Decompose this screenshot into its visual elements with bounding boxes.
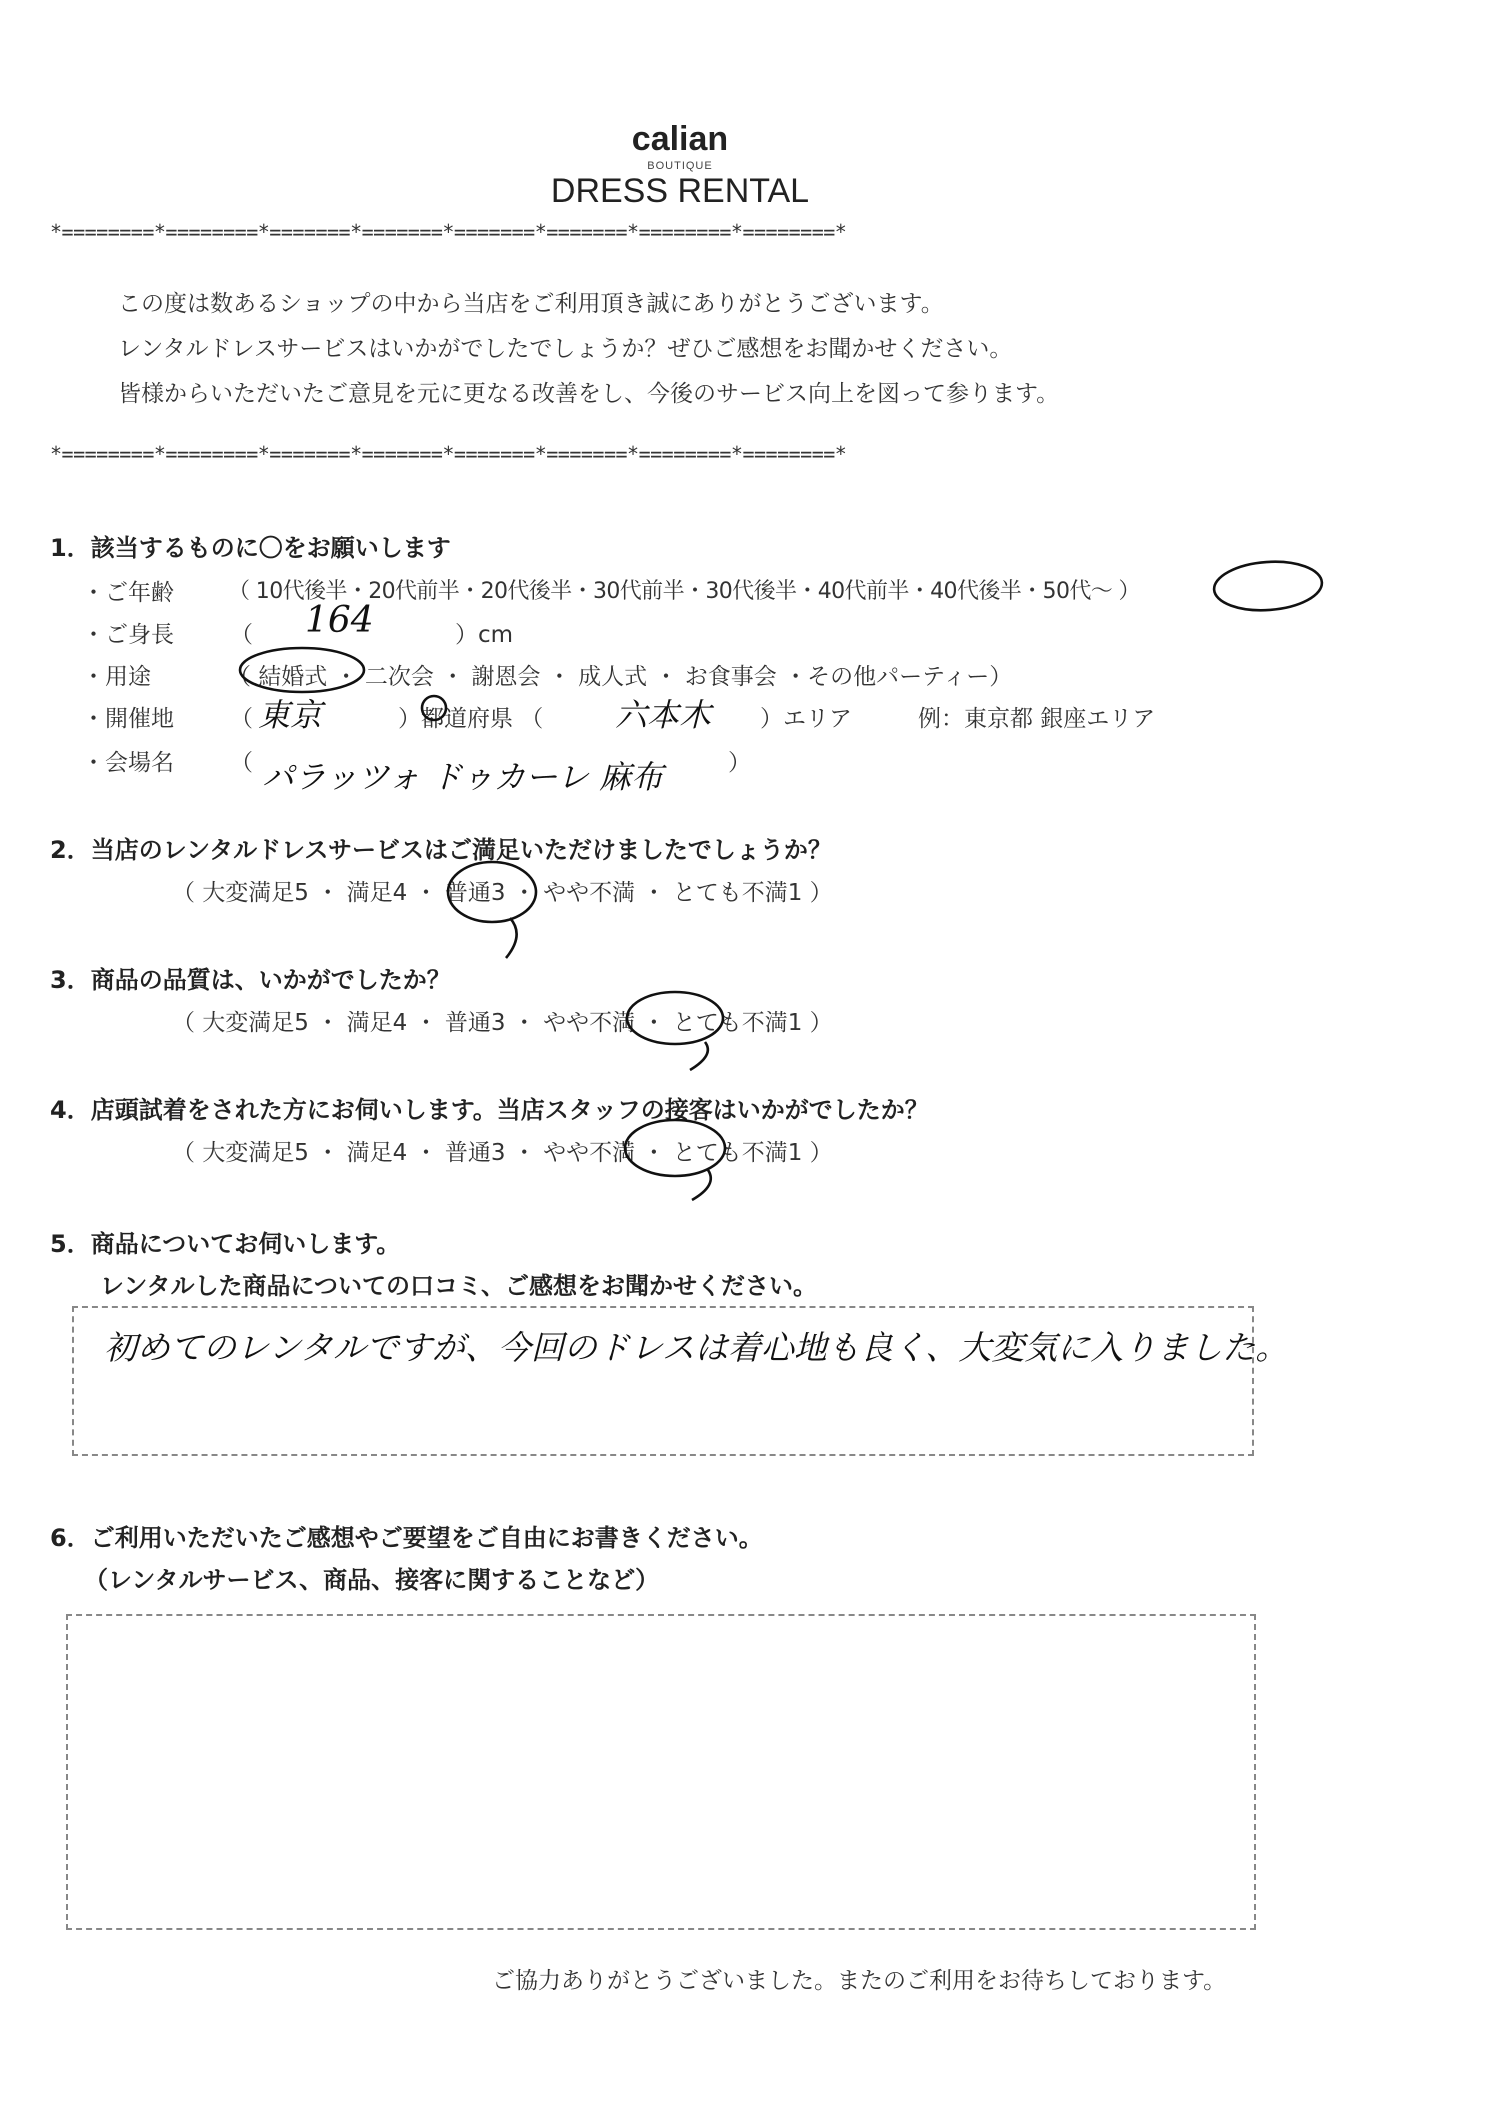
q6-subtitle: （レンタルサービス、商品、接客に関することなど） [84, 1566, 660, 1594]
circle-age-selected [1212, 558, 1323, 613]
separator-top: *========*========*=======*=======*=======*=======*========*========* [50, 220, 847, 244]
venue-value: パラッツォ ドゥカーレ 麻布 [262, 758, 663, 796]
purpose-label: ・用途 [82, 664, 151, 690]
age-label: ・ご年齢 [82, 580, 174, 606]
q5-subtitle: レンタルした商品についての口コミ、ご感想をお聞かせください。 [100, 1272, 817, 1300]
brand-sub: BOUTIQUE [647, 160, 713, 172]
q3-title: 3．商品の品質は、いかがでしたか？ [50, 966, 451, 994]
circle-q4-tail [692, 1170, 711, 1200]
page-title: DRESS RENTAL [550, 172, 810, 210]
q2-title: 2．当店のレンタルドレスサービスはご満足いただけましたでしょうか？ [50, 836, 832, 864]
venue-label: ・会場名 [82, 750, 174, 776]
prefecture-value: 東京 [258, 696, 323, 734]
circle-q2-tail [506, 918, 517, 958]
footer-thanks: ご協力ありがとうございました。またのご利用をお待ちしております。 [492, 1968, 1227, 1994]
location-open: （ [230, 706, 253, 732]
q5-title: 5．商品についてお伺いします。 [50, 1230, 401, 1258]
intro-line-3: 皆様からいただいたご意見を元に更なる改善をし、今後のサービス向上を図って参ります。 [118, 381, 1060, 407]
q2-options: （ 大変満足5 ・ 満足4 ・ 普通3 ・ やや不満 ・ とても不満1 ） [172, 880, 833, 906]
height-close: ）cm [455, 622, 514, 648]
venue-close: ） [728, 750, 751, 776]
q1-title: 1．該当するものに〇をお願いします [50, 534, 451, 562]
circle-q3-tail [690, 1042, 708, 1070]
height-open: （ [230, 622, 253, 648]
intro-line-2: レンタルドレスサービスはいかがでしたでしょうか？ぜひご感想をお聞かせください。 [118, 336, 1013, 362]
q4-options: （ 大変満足5 ・ 満足4 ・ 普通3 ・ やや不満 ・ とても不満1 ） [172, 1140, 833, 1166]
height-label: ・ご身長 [82, 622, 174, 648]
location-close: ）エリア [760, 706, 852, 732]
purpose-options: （ 結婚式 ・ 二次会 ・ 謝恩会 ・ 成人式 ・ お食事会 ・その他パーティー） [228, 664, 1013, 690]
intro-line-1: この度は数あるショップの中から当店をご利用頂き誠にありがとうございます。 [118, 291, 944, 317]
q6-answer-box[interactable] [66, 1614, 1256, 1930]
age-options: （ 10代後半・20代前半・20代後半・30代前半・30代後半・40代前半・40代後半・50代～ ） [228, 579, 1140, 604]
q6-title: 6．ご利用いただいたご感想やご要望をご自由にお書きください。 [50, 1524, 763, 1552]
q5-answer: 初めてのレンタルですが、今回のドレスは着心地も良く、大変気に入りました。 [104, 1328, 1289, 1367]
separator-bottom: *========*========*=======*=======*=======*=======*========*========* [50, 442, 847, 466]
q3-options: （ 大変満足5 ・ 満足4 ・ 普通3 ・ やや不満 ・ とても不満1 ） [172, 1010, 833, 1036]
venue-open: （ [230, 750, 253, 776]
area-value: 六本木 [615, 696, 712, 734]
q4-title: 4．店頭試着をされた方にお伺いします。当店スタッフの接客はいかがでしたか？ [50, 1096, 929, 1124]
location-mid: ）都道府県 （ [398, 706, 544, 732]
location-example: 例：東京都 銀座エリア [918, 706, 1156, 732]
brand-logo: calian [631, 120, 729, 158]
location-label: ・開催地 [82, 706, 174, 732]
q5-answer-box[interactable] [72, 1306, 1289, 1456]
height-value: 164 [305, 600, 374, 641]
